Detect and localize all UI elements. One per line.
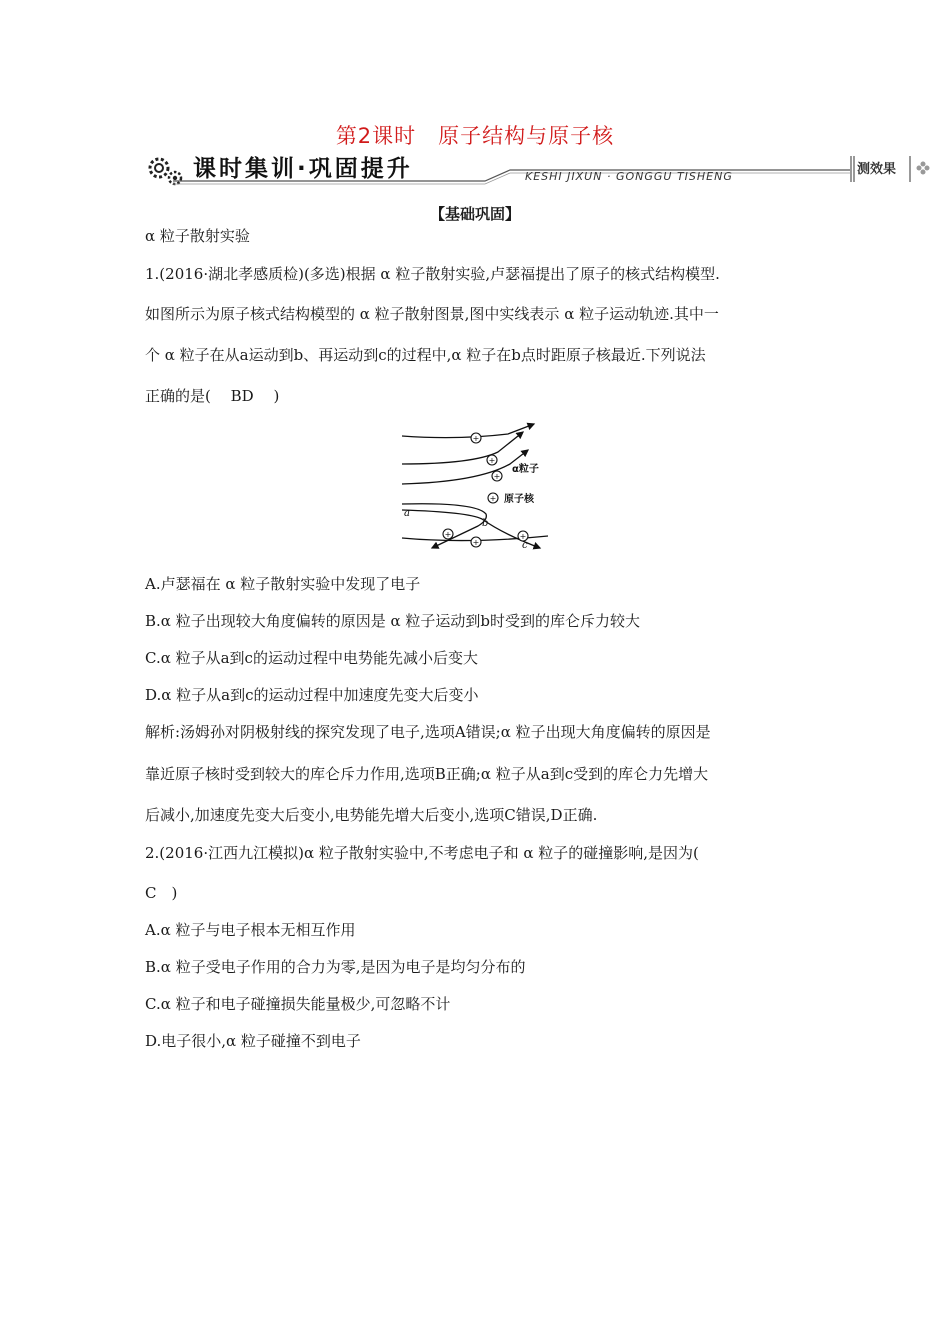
plus-sign: +: [493, 472, 501, 481]
banner-subtitle: KESHI JIXUN · GONGGU TISHENG: [525, 170, 733, 183]
gear-icon: [150, 159, 181, 184]
q1-option-c: C.α 粒子从a到c的运动过程中电势能先减小后变大: [145, 649, 478, 667]
q2-stem-line: 2.(2016·江西九江模拟)α 粒子散射实验中,不考虑电子和 α 粒子的碰撞影响,是因为(: [145, 844, 699, 862]
plus-sign: +: [472, 434, 480, 443]
q1-analysis-line: 解析:汤姆孙对阴极射线的探究发现了电子,选项A错误;α 粒子出现大角度偏转的原因是: [145, 723, 711, 741]
banner-title: 课时集训·巩固提升: [193, 156, 413, 182]
q2-option-b: B.α 粒子受电子作用的合力为零,是因为电子是均匀分布的: [145, 958, 526, 976]
section-heading: 【基础巩固】: [429, 205, 520, 223]
q1-stem-line: 1.(2016·湖北孝感质检)(多选)根据 α 粒子散射实验,卢瑟福提出了原子的核式结构模型.: [145, 265, 720, 283]
q1-analysis-line: 靠近原子核时受到较大的库仑斥力作用,选项B正确;α 粒子从a到c受到的库仑力先增大: [145, 765, 709, 783]
label-c: c: [522, 540, 528, 551]
trajectory-line: [402, 424, 534, 438]
flower-icon: [917, 162, 930, 175]
plus-sign: +: [489, 494, 497, 503]
q1-stem-line: 个 α 粒子在从a运动到b、再运动到c的过程中,α 粒子在b点时距原子核最近.下列说法: [145, 346, 706, 364]
q2-option-c: C.α 粒子和电子碰撞损失能量极少,可忽略不计: [145, 995, 451, 1013]
q1-option-d: D.α 粒子从a到c的运动过程中加速度先变大后变小: [145, 686, 479, 704]
alpha-scattering-diagram: [398, 412, 548, 554]
q1-stem-line: 正确的是( BD ): [145, 387, 280, 405]
lesson-title: 第2课时 原子结构与原子核: [335, 124, 615, 148]
plus-sign: +: [472, 538, 480, 547]
section-banner: [145, 150, 935, 190]
plus-sign: +: [488, 456, 496, 465]
q2-option-a: A.α 粒子与电子根本无相互作用: [145, 921, 356, 939]
q1-option-b: B.α 粒子出现较大角度偏转的原因是 α 粒子运动到b时受到的库仑斥力较大: [145, 612, 640, 630]
label-alpha-particle: α粒子: [512, 464, 539, 475]
q1-stem-line: 如图所示为原子核式结构模型的 α 粒子散射图景,图中实线表示 α 粒子运动轨迹.其中一: [145, 305, 719, 323]
label-nucleus: 原子核: [504, 494, 534, 505]
label-a: a: [404, 508, 410, 519]
q1-option-a: A.卢瑟福在 α 粒子散射实验中发现了电子: [145, 575, 421, 593]
plus-sign: +: [519, 532, 527, 541]
plus-sign: +: [444, 530, 452, 539]
q2-option-d: D.电子很小,α 粒子碰撞不到电子: [145, 1032, 361, 1050]
trajectory-line: [402, 450, 528, 484]
q1-analysis-line: 后减小,加速度先变大后变小,电势能先增大后变小,选项C错误,D正确.: [145, 806, 598, 824]
label-b: b: [482, 518, 489, 529]
q2-stem-line: C ): [145, 884, 178, 902]
topic-line: α 粒子散射实验: [145, 227, 250, 245]
banner-right-label: 测效果: [857, 162, 897, 177]
